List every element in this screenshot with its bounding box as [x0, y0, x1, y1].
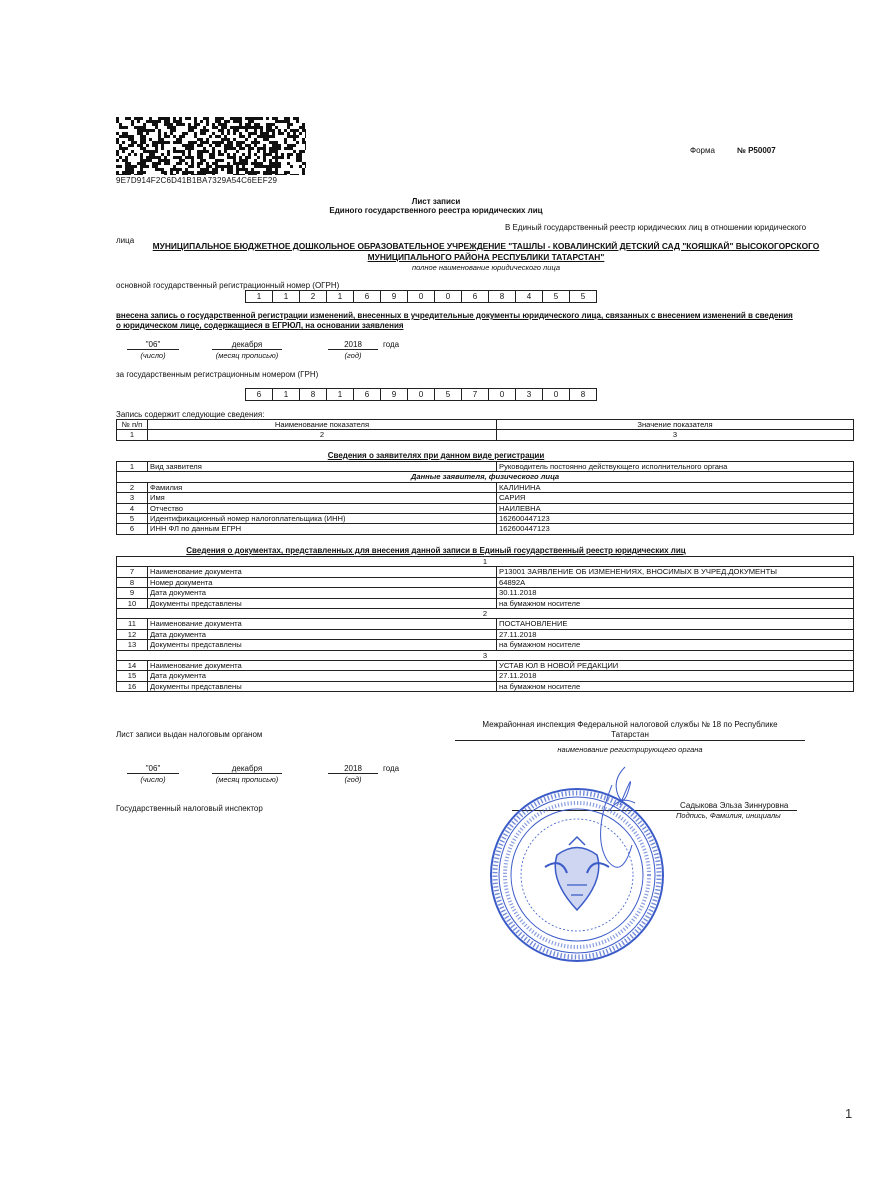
digit-cell: 8 [569, 388, 597, 401]
table-row [117, 503, 854, 513]
row-number: 16 [117, 681, 148, 691]
digit-cell: 4 [515, 290, 543, 303]
row-name: Номер документа [148, 577, 497, 587]
row-value: на бумажном носителе [497, 640, 854, 650]
date2-month-caption: (месяц прописью) [215, 775, 279, 784]
digit-cell: 3 [515, 388, 543, 401]
row-value: НАИЛЕВНА [497, 503, 854, 513]
digit-cell: 9 [380, 290, 408, 303]
row-number: 9 [117, 588, 148, 598]
applicants-table [116, 461, 854, 535]
applicant-subheader: Данные заявителя, физического лица [117, 472, 854, 482]
row-number: 2 [117, 482, 148, 492]
date2-day: "06" [127, 764, 179, 774]
date1-month-caption: (месяц прописью) [215, 351, 279, 360]
row-name: Документы представлены [148, 640, 497, 650]
date2-day-caption: (число) [140, 775, 166, 784]
row-number: 8 [117, 577, 148, 587]
row-value: 27.11.2018 [497, 629, 854, 639]
form-label-text: Форма [690, 146, 715, 155]
digit-cell: 5 [542, 290, 570, 303]
col-name-index: 2 [148, 430, 497, 440]
digit-cell: 1 [272, 290, 300, 303]
row-value: ПОСТАНОВЛЕНИЕ [497, 619, 854, 629]
digit-cell: 0 [407, 290, 435, 303]
inspector-name: Садыкова Эльза Зиннуровна [680, 801, 789, 810]
row-name: Наименование документа [148, 619, 497, 629]
col-name-header: Наименование показателя [148, 420, 497, 430]
row-value: 30.11.2018 [497, 588, 854, 598]
table-row [117, 671, 854, 681]
document-title: Лист записи [411, 197, 461, 206]
row-number: 14 [117, 661, 148, 671]
digit-cell: 6 [353, 290, 381, 303]
row-name: Отчество [148, 503, 497, 513]
table-row [117, 524, 854, 534]
date1-year-suffix: года [383, 340, 400, 349]
table-row [117, 629, 854, 639]
col-num-header: № п/п [117, 420, 148, 430]
row-number: 15 [117, 671, 148, 681]
row-name: Наименование документа [148, 567, 497, 577]
row-name: Документы представлены [148, 681, 497, 691]
digit-cell: 1 [326, 388, 354, 401]
table-row [117, 640, 854, 650]
inspector-label: Государственный налоговый инспектор [116, 804, 263, 813]
row-number: 12 [117, 629, 148, 639]
digit-cell: 7 [461, 388, 489, 401]
authority-caption: наименование регистрирующего органа [557, 745, 703, 754]
row-name: Дата документа [148, 588, 497, 598]
authority-name [455, 720, 805, 741]
issued-label: Лист записи выдан налоговым органом [116, 730, 263, 739]
row-number: 1 [117, 462, 148, 472]
page-number: 1 [845, 1106, 853, 1121]
row-number: 13 [117, 640, 148, 650]
row-name: Наименование документа [148, 661, 497, 671]
register-line: В Единый государственный реестр юридических лиц в отношении юридического [505, 223, 807, 232]
ogrn-label: основной государственный регистрационный номер (ОГРН) [116, 281, 340, 290]
row-value: на бумажном носителе [497, 598, 854, 608]
row-name: Документы представлены [148, 598, 497, 608]
applicants-title: Сведения о заявителях при данном виде регистрации [327, 451, 545, 460]
document-group-row [117, 609, 854, 619]
digit-cell: 0 [434, 290, 462, 303]
date1-day-caption: (число) [140, 351, 166, 360]
signature-scribble [600, 765, 640, 815]
row-value: КАЛИНИНА [497, 482, 854, 492]
documents-table [116, 556, 854, 692]
digit-cell: 6 [245, 388, 273, 401]
document-group-label: 2 [117, 609, 854, 619]
date1-year: 2018 [328, 340, 378, 350]
digit-cell: 0 [542, 388, 570, 401]
row-name: Идентификационный номер налогоплательщика (ИНН) [148, 514, 497, 524]
inspector-caption: Подпись, Фамилия, инициалы [676, 811, 781, 820]
digit-cell: 8 [299, 388, 327, 401]
digit-cell: 1 [245, 290, 273, 303]
table-subheader-row [117, 472, 854, 482]
row-value: САРИЯ [497, 493, 854, 503]
row-number: 6 [117, 524, 148, 534]
authority-line2: Татарстан [611, 730, 649, 739]
row-number: 3 [117, 493, 148, 503]
document-group-row [117, 650, 854, 660]
row-value: 162600447123 [497, 514, 854, 524]
table-row [117, 681, 854, 691]
digit-cell: 6 [461, 290, 489, 303]
digit-cell: 9 [380, 388, 408, 401]
document-group-label: 3 [117, 650, 854, 660]
organization-name: МУНИЦИПАЛЬНОЕ БЮДЖЕТНОЕ ДОШКОЛЬНОЕ ОБРАЗОВАТЕЛЬНОЕ УЧРЕЖДЕНИЕ "ТАШЛЫ - КОВАЛИНСКИЙ ДЕТСКИЙ САД "КОЯШКАЙ" ВЫСОКОГОРСКОГО МУНИЦИПАЛЬНОГО РАЙОНА РЕСПУБЛИКИ ТАТАРСТАН" [152, 241, 820, 262]
col-value-index: 3 [497, 430, 854, 440]
table-row [117, 577, 854, 587]
form-label [690, 146, 776, 155]
digit-cell: 8 [488, 290, 516, 303]
table-row [117, 661, 854, 671]
table-row [117, 588, 854, 598]
row-value: 162600447123 [497, 524, 854, 534]
row-number: 7 [117, 567, 148, 577]
barcode-image [116, 117, 306, 175]
contents-label: Запись содержит следующие сведения: [116, 410, 265, 419]
table-row [117, 493, 854, 503]
digit-cell: 1 [272, 388, 300, 401]
grn-digits [246, 388, 597, 401]
ogrn-digits [246, 290, 597, 303]
lica-word: лица [116, 236, 135, 245]
document-group-label: 1 [117, 557, 854, 567]
entry-text: внесена запись о государственной регистрации изменений, внесенных в учредительные документы юридического лица, связанных с внесением изменений в сведения о юридическом лице, содержащиеся в ЕГРЮЛ, на основании заявления [116, 311, 793, 330]
col-value-header: Значение показателя [497, 420, 854, 430]
table-row [117, 567, 854, 577]
row-name: Фамилия [148, 482, 497, 492]
row-name: Дата документа [148, 629, 497, 639]
row-number: 5 [117, 514, 148, 524]
date2-year: 2018 [328, 764, 378, 774]
digit-cell: 0 [488, 388, 516, 401]
date2-month: декабря [212, 764, 282, 774]
authority-line1: Межрайонная инспекция Федеральной налоговой службы № 18 по Республике [482, 720, 778, 729]
date2-year-caption: (год) [344, 775, 362, 784]
form-number: № Р50007 [736, 146, 776, 155]
table-row [117, 462, 854, 472]
date1-month: декабря [212, 340, 282, 350]
contents-header-table [116, 419, 854, 441]
documents-title: Сведения о документах, представленных для внесения данной записи в Единый государственный реестр юридических лиц [186, 546, 686, 555]
row-name: Дата документа [148, 671, 497, 681]
row-value: на бумажном носителе [497, 681, 854, 691]
table-row [117, 598, 854, 608]
row-value: 27.11.2018 [497, 671, 854, 681]
row-name: Имя [148, 493, 497, 503]
document-group-row [117, 557, 854, 567]
row-number: 4 [117, 503, 148, 513]
row-value: Р13001 ЗАЯВЛЕНИЕ ОБ ИЗМЕНЕНИЯХ, ВНОСИМЫХ В УЧРЕД.ДОКУМЕНТЫ [497, 567, 854, 577]
table-row [117, 619, 854, 629]
grn-label: за государственным регистрационным номером (ГРН) [116, 370, 319, 379]
row-number: 10 [117, 598, 148, 608]
row-name: ИНН ФЛ по данным ЕГРН [148, 524, 497, 534]
digit-cell: 6 [353, 388, 381, 401]
organization-name-caption: полное наименование юридического лица [411, 263, 560, 272]
digit-cell: 5 [569, 290, 597, 303]
date2-year-suffix: года [383, 764, 400, 773]
date1-day: "06" [127, 340, 179, 350]
digit-cell: 2 [299, 290, 327, 303]
row-value: УСТАВ ЮЛ В НОВОЙ РЕДАКЦИИ [497, 661, 854, 671]
digit-cell: 1 [326, 290, 354, 303]
barcode-id: 9E7D914F2C6D41B1BA7329A54C6EEF29 [116, 176, 278, 185]
row-name: Вид заявителя [148, 462, 497, 472]
official-stamp-seal [487, 785, 667, 965]
col-num-index: 1 [117, 430, 148, 440]
date1-year-caption: (год) [344, 351, 362, 360]
row-value: Руководитель постоянно действующего исполнительного органа [497, 462, 854, 472]
row-number: 11 [117, 619, 148, 629]
digit-cell: 0 [407, 388, 435, 401]
document-subtitle: Единого государственного реестра юридических лиц [329, 206, 543, 215]
digit-cell: 5 [434, 388, 462, 401]
row-value: 64892А [497, 577, 854, 587]
table-row [117, 514, 854, 524]
table-row [117, 482, 854, 492]
